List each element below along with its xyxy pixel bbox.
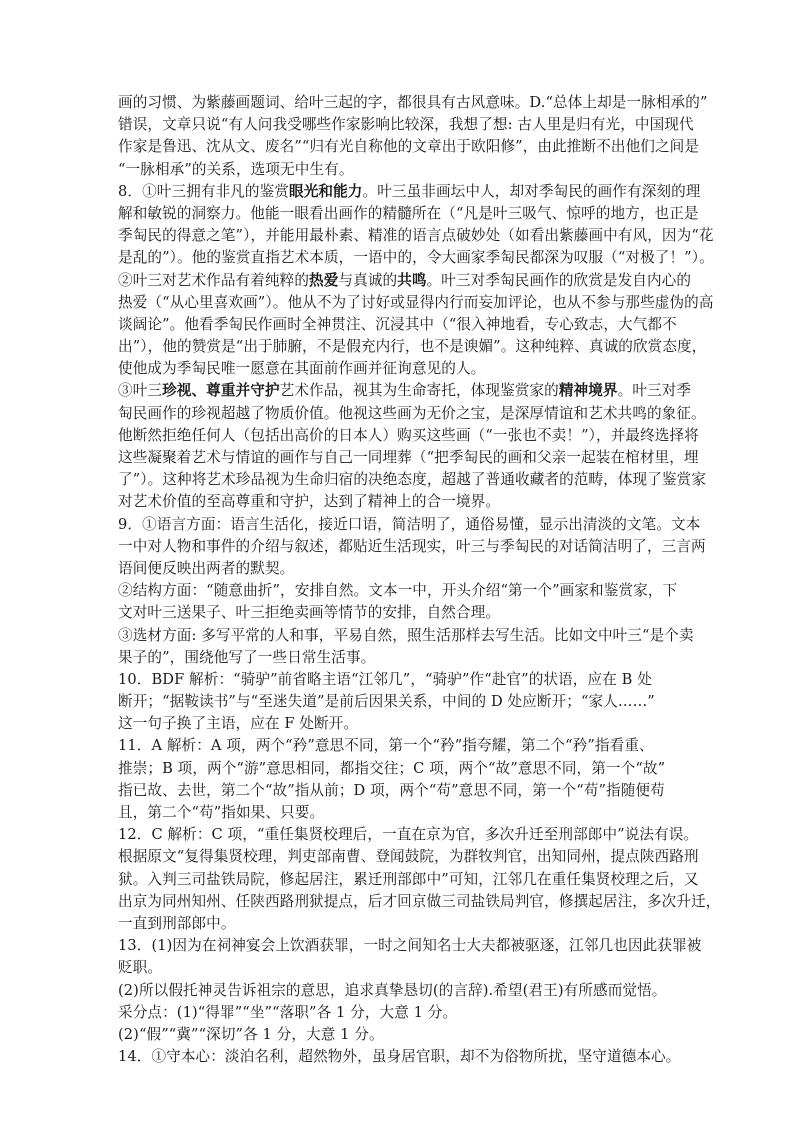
text-run: 这一句子换了主语，应在 F 处断开。 bbox=[118, 715, 359, 733]
text-line bbox=[118, 802, 680, 824]
text-line bbox=[118, 536, 706, 558]
text-line bbox=[118, 758, 680, 780]
text-line bbox=[118, 869, 699, 891]
text-line bbox=[118, 380, 692, 402]
text-line bbox=[118, 735, 680, 757]
bold-phrase: 眼光和能力 bbox=[289, 182, 363, 200]
text-run: 一中对人物和事件的介绍与叙述，都贴近生活现实，叶三与季匋民的对话简洁明了，三言两 bbox=[118, 537, 706, 555]
text-run: 10．BDF 解析：“骑驴”前省略主语“江邻几”，“骑驴”作“赴官”的状语，应在 B 处 bbox=[118, 670, 652, 688]
text-run: ②结构方面：“随意曲折”，安排自然。文本一中，开头介绍“第一个”画家和鉴赏家，下 bbox=[118, 582, 678, 600]
text-line bbox=[118, 491, 680, 513]
text-line bbox=[118, 447, 699, 469]
text-run: 指已故、去世，第二个“故”指从前；D 项，两个“苟”意思不同，第一个“苟”指随便苟 bbox=[118, 781, 665, 799]
text-line bbox=[118, 314, 680, 336]
text-run: 使他成为季匋民唯一愿意在其面前作画并征询意见的人。 bbox=[118, 360, 486, 378]
text-run: 出”），他的赞赏是“出于肺腑，不是假充内行，也不是谀媚”。这种纯粹、真诚的欣赏态度， bbox=[118, 338, 707, 356]
text-run: 季匋民的得意之笔”），并能用最朴素、精准的语言点破妙处（如看出紫藤画中有风，因为“花 bbox=[118, 227, 714, 245]
text-line bbox=[118, 92, 708, 114]
text-line bbox=[118, 358, 680, 380]
text-run: 14．①守本心：淡泊名利，超然物外，虽身居官职，却不为俗物所扰，坚守道德本心。 bbox=[118, 1048, 681, 1066]
text-line bbox=[118, 247, 714, 269]
text-run: 这些凝聚着艺术与情谊的画作与自己一同埋葬（“把季匋民的画和父亲一起装在棺材里，埋 bbox=[118, 449, 699, 466]
text-run: 8．①叶三拥有非凡的鉴赏 bbox=[118, 182, 290, 200]
text-run: 根据原文“复得集贤校理，判吏部南曹、登闻鼓院，为群牧判官，出知同州，提点陕西路刑 bbox=[118, 848, 699, 866]
text-run: ②叶三对艺术作品有着纯粹的 bbox=[118, 271, 310, 289]
text-run: “一脉相承”的关系，选项无中生有。 bbox=[118, 160, 354, 178]
text-line bbox=[118, 292, 714, 314]
text-line bbox=[118, 980, 680, 1002]
text-run: 狱。入判三司盐铁局院，修起居注，累迁刑部郎中”可知，江邻几在重任集贤校理之后，又 bbox=[118, 870, 699, 888]
text-run: 与真诚的 bbox=[338, 271, 398, 289]
text-run: 12．C 解析：C 项，“重任集贤校理后，一直在京为官，多次升迁至刑部郎中”说法有误。 bbox=[118, 826, 699, 844]
text-run: 语间便反映出两者的默契。 bbox=[118, 559, 295, 577]
text-line bbox=[118, 691, 680, 713]
bold-phrase: 珍视、尊重并守护 bbox=[162, 382, 280, 400]
text-run: 。叶三对季 bbox=[617, 382, 692, 400]
text-line bbox=[118, 270, 692, 292]
text-line bbox=[118, 1024, 680, 1046]
text-line bbox=[118, 469, 707, 491]
text-run: 谈阔论”。他看季匋民作画时全神贯注、沉浸其中（“很入神地看，专心致志，大气都不 bbox=[118, 315, 677, 333]
text-run: 果子的”，围绕他写了一些日常生活事。 bbox=[118, 648, 376, 666]
text-run: 解和敏锐的洞察力。他能一眼看出画作的精髓所在（“凡是叶三吸气、惊呼的地方，也正是 bbox=[118, 204, 699, 222]
text-run: 匋民画作的珍视超越了物质价值。他视这些画为无价之宝，是深厚情谊和艺术共鸣的象征。 bbox=[118, 404, 706, 422]
text-line bbox=[118, 913, 680, 935]
text-run: 对艺术价值的至高尊重和守护，达到了精神上的合一境界。 bbox=[118, 493, 501, 511]
text-run: (2)所以假托神灵告诉祖宗的意思，追求真挚恳切(的言辞).希望(君王)有所感而觉悟。 bbox=[118, 981, 667, 999]
text-run: 断开；“据鞍读书”与“至迷失道”是前后因果关系，中间的 D 处应断开；“家人……” bbox=[118, 693, 655, 711]
text-run: 画的习惯、为紫藤画题词、给叶三起的字，都很具有古风意味。D.“总体上却是一脉相承的” bbox=[118, 94, 708, 111]
text-run: 13．(1)因为在祠神宴会上饮酒获罪，一时之间知名士大夫都被驱逐，江邻几也因此获罪被 bbox=[118, 937, 702, 955]
text-line bbox=[118, 425, 699, 447]
text-line bbox=[118, 136, 700, 158]
text-line bbox=[118, 669, 680, 691]
text-line bbox=[118, 514, 701, 536]
text-line bbox=[118, 558, 680, 580]
text-run: 一直到刑部郎中。 bbox=[118, 914, 236, 932]
text-line bbox=[118, 957, 680, 979]
text-line bbox=[118, 114, 694, 136]
text-line bbox=[118, 203, 699, 225]
text-line bbox=[118, 647, 680, 669]
text-run: 错误，文章只说“有人问我受哪些作家影响比较深，我想了想: 古人里是归有光，中国现代 bbox=[118, 116, 694, 134]
text-line bbox=[118, 602, 680, 624]
text-line bbox=[118, 1002, 680, 1024]
text-run: 。叶三虽非画坛中人，却对季匋民的画作有深刻的理 bbox=[362, 182, 701, 200]
text-line bbox=[118, 403, 706, 425]
text-run: ③选材方面: 多写平常的人和事，平易自然，照生活那样去写生活。比如文中叶三“是个卖 bbox=[118, 626, 694, 644]
text-line bbox=[118, 824, 699, 846]
text-run: ③叶三 bbox=[118, 382, 163, 400]
text-run: (2)“假”“冀”“深切”各 1 分，大意 1 分。 bbox=[118, 1025, 384, 1043]
text-run: 文对叶三送果子、叶三拒绝卖画等情节的安排，自然合理。 bbox=[118, 604, 501, 622]
text-run: 推崇；B 项，两个“游”意思相同，都指交往；C 项，两个“故”意思不同，第一个“故” bbox=[118, 759, 666, 777]
text-line bbox=[118, 1046, 680, 1068]
text-run: 。叶三对季匋民画作的欣赏是发自内心的 bbox=[426, 271, 692, 289]
text-run: 是乱的”）。他的鉴赏直指艺术本质，一语中的，令大画家季匋民都深为叹服（“对极了！”）。 bbox=[118, 249, 714, 267]
text-run: 采分点：(1)“得罪”“坐”“落职”各 1 分，大意 1 分。 bbox=[118, 1003, 458, 1021]
text-line bbox=[118, 580, 680, 602]
text-line bbox=[118, 625, 694, 647]
text-run: 热爱（“从心里喜欢画”）。他从不为了讨好或显得内行而妄加评论，也从不参与那些虚伪的高 bbox=[118, 293, 714, 311]
text-line bbox=[118, 181, 701, 203]
text-run: 艺术作品，视其为生命寄托，体现鉴赏家的 bbox=[279, 382, 559, 400]
text-run: 9．①语言方面：语言生活化，接近口语，简洁明了，通俗易懂，显示出清淡的文笔。文本 bbox=[118, 515, 701, 533]
text-line bbox=[118, 159, 680, 181]
text-run: 出京为同州知州、任陕西路刑狱提点，后才回京做三司盐铁局判官，修撰起居注，多次升迁， bbox=[118, 892, 721, 910]
bold-phrase: 精神境界 bbox=[558, 382, 618, 400]
text-run: 且，第二个“苟”指如果、只要。 bbox=[118, 804, 325, 821]
bold-phrase: 热爱 bbox=[309, 271, 339, 289]
text-line bbox=[118, 713, 680, 735]
text-run: 11．A 解析：A 项，两个“矜”意思不同，第一个“矜”指夸耀，第二个“矜”指看重、 bbox=[118, 737, 654, 755]
text-run: 贬职。 bbox=[118, 959, 163, 977]
text-line bbox=[118, 891, 721, 913]
text-run: 了”）。这种将艺术珍品视为生命归宿的决绝态度，超越了普通收藏者的范畴，体现了鉴赏家 bbox=[118, 471, 707, 489]
text-line bbox=[118, 935, 702, 957]
document-page bbox=[118, 92, 721, 1068]
text-line bbox=[118, 780, 680, 802]
text-line bbox=[118, 336, 707, 358]
text-line bbox=[118, 846, 699, 868]
text-line bbox=[118, 225, 714, 247]
bold-phrase: 共鸣 bbox=[397, 271, 427, 289]
text-run: 作家是鲁迅、沈从文、废名”“归有光自称他的文章出于欧阳修”，由此推断不出他们之间是 bbox=[118, 138, 700, 156]
text-run: 他断然拒绝任何人（包括出高价的日本人）购买这些画（“一张也不卖！”），并最终选择将 bbox=[118, 426, 699, 444]
